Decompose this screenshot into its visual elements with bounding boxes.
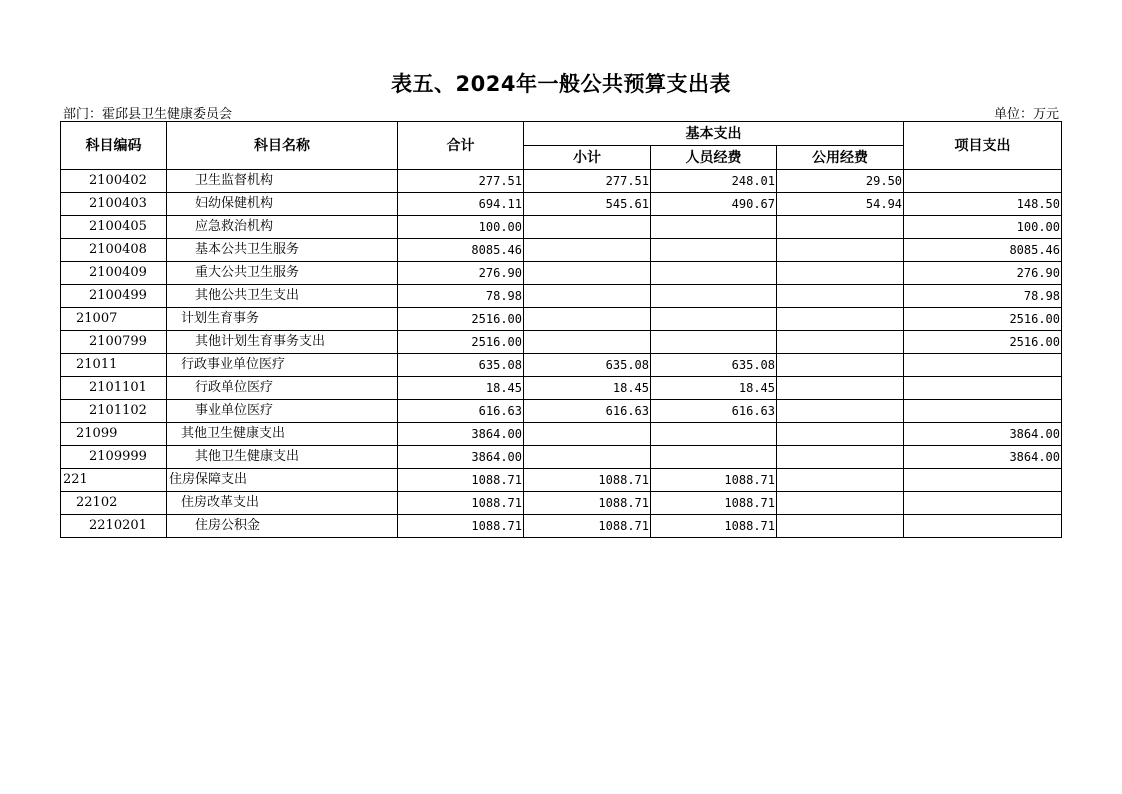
cell-personnel	[651, 285, 777, 308]
cell-code: 2100409	[61, 262, 167, 285]
cell-name: 住房公积金	[167, 515, 398, 538]
header-basic: 基本支出	[524, 122, 904, 146]
table-row	[61, 239, 1062, 262]
cell-public	[777, 285, 904, 308]
cell-subtotal	[524, 285, 651, 308]
table-row	[61, 492, 1062, 515]
cell-personnel: 1088.71	[651, 469, 777, 492]
cell-name: 重大公共卫生服务	[167, 262, 398, 285]
cell-total: 1088.71	[398, 492, 524, 515]
cell-name: 住房保障支出	[167, 469, 398, 492]
cell-personnel	[651, 446, 777, 469]
cell-public	[777, 354, 904, 377]
cell-subtotal: 1088.71	[524, 515, 651, 538]
cell-name: 妇幼保健机构	[167, 193, 398, 216]
cell-total: 1088.71	[398, 515, 524, 538]
cell-name: 住房改革支出	[167, 492, 398, 515]
cell-personnel	[651, 262, 777, 285]
header-project: 项目支出	[904, 122, 1062, 170]
cell-name: 其他计划生育事务支出	[167, 331, 398, 354]
cell-public	[777, 262, 904, 285]
cell-personnel: 18.45	[651, 377, 777, 400]
cell-public: 29.50	[777, 170, 904, 193]
cell-total: 2516.00	[398, 308, 524, 331]
cell-code: 2101102	[61, 400, 167, 423]
cell-project: 78.98	[904, 285, 1062, 308]
cell-personnel: 1088.71	[651, 492, 777, 515]
cell-public: 54.94	[777, 193, 904, 216]
cell-name: 计划生育事务	[167, 308, 398, 331]
cell-subtotal	[524, 423, 651, 446]
cell-personnel: 248.01	[651, 170, 777, 193]
cell-project	[904, 515, 1062, 538]
cell-name: 应急救治机构	[167, 216, 398, 239]
cell-code: 2101101	[61, 377, 167, 400]
cell-personnel	[651, 423, 777, 446]
cell-project	[904, 400, 1062, 423]
header-total: 合计	[398, 122, 524, 170]
cell-subtotal: 18.45	[524, 377, 651, 400]
table-row	[61, 377, 1062, 400]
cell-code: 2100408	[61, 239, 167, 262]
unit-label: 单位：万元	[993, 107, 1059, 122]
page-title: 表五、2024年一般公共预算支出表	[391, 72, 731, 96]
cell-total: 694.11	[398, 193, 524, 216]
cell-public	[777, 492, 904, 515]
cell-project: 2516.00	[904, 331, 1062, 354]
table-row	[61, 170, 1062, 193]
cell-public	[777, 400, 904, 423]
cell-total: 3864.00	[398, 446, 524, 469]
header-public: 公用经费	[777, 146, 904, 170]
table-row	[61, 469, 1062, 492]
cell-code: 2210201	[61, 515, 167, 538]
cell-project	[904, 170, 1062, 193]
cell-personnel: 490.67	[651, 193, 777, 216]
table-row	[61, 216, 1062, 239]
cell-code: 221	[61, 469, 167, 492]
cell-name: 其他卫生健康支出	[167, 423, 398, 446]
cell-project	[904, 354, 1062, 377]
cell-name: 其他公共卫生支出	[167, 285, 398, 308]
cell-total: 1088.71	[398, 469, 524, 492]
header-code: 科目编码	[61, 122, 167, 170]
cell-personnel: 1088.71	[651, 515, 777, 538]
cell-code: 22102	[61, 492, 167, 515]
cell-public	[777, 515, 904, 538]
cell-name: 卫生监督机构	[167, 170, 398, 193]
cell-code: 2109999	[61, 446, 167, 469]
cell-project	[904, 469, 1062, 492]
cell-subtotal: 635.08	[524, 354, 651, 377]
cell-total: 8085.46	[398, 239, 524, 262]
table-row	[61, 285, 1062, 308]
cell-project: 276.90	[904, 262, 1062, 285]
cell-public	[777, 446, 904, 469]
cell-code: 2100402	[61, 170, 167, 193]
table-row	[61, 446, 1062, 469]
header-subtotal: 小计	[524, 146, 651, 170]
table-row	[61, 331, 1062, 354]
cell-personnel: 616.63	[651, 400, 777, 423]
cell-total: 276.90	[398, 262, 524, 285]
cell-public	[777, 216, 904, 239]
cell-subtotal: 545.61	[524, 193, 651, 216]
cell-public	[777, 377, 904, 400]
table-row	[61, 262, 1062, 285]
cell-total: 616.63	[398, 400, 524, 423]
table-row	[61, 308, 1062, 331]
cell-project: 3864.00	[904, 423, 1062, 446]
cell-subtotal: 1088.71	[524, 469, 651, 492]
header-name: 科目名称	[167, 122, 398, 170]
table-row	[61, 193, 1062, 216]
header-personnel: 人员经费	[651, 146, 777, 170]
cell-code: 21007	[61, 308, 167, 331]
cell-subtotal	[524, 446, 651, 469]
cell-subtotal: 616.63	[524, 400, 651, 423]
cell-public	[777, 469, 904, 492]
cell-public	[777, 239, 904, 262]
cell-personnel	[651, 239, 777, 262]
cell-subtotal	[524, 216, 651, 239]
cell-project: 8085.46	[904, 239, 1062, 262]
cell-code: 2100405	[61, 216, 167, 239]
cell-code: 2100499	[61, 285, 167, 308]
cell-public	[777, 308, 904, 331]
table-row	[61, 515, 1062, 538]
table-row	[61, 354, 1062, 377]
cell-personnel	[651, 308, 777, 331]
cell-subtotal: 277.51	[524, 170, 651, 193]
cell-total: 2516.00	[398, 331, 524, 354]
cell-personnel	[651, 216, 777, 239]
cell-subtotal	[524, 239, 651, 262]
cell-name: 事业单位医疗	[167, 400, 398, 423]
cell-public	[777, 423, 904, 446]
table-row	[61, 400, 1062, 423]
cell-total: 100.00	[398, 216, 524, 239]
table-body	[61, 170, 1062, 538]
cell-total: 635.08	[398, 354, 524, 377]
cell-project: 148.50	[904, 193, 1062, 216]
cell-project: 2516.00	[904, 308, 1062, 331]
cell-code: 2100403	[61, 193, 167, 216]
cell-subtotal	[524, 262, 651, 285]
cell-subtotal	[524, 308, 651, 331]
cell-name: 基本公共卫生服务	[167, 239, 398, 262]
cell-public	[777, 331, 904, 354]
cell-project: 3864.00	[904, 446, 1062, 469]
budget-table	[60, 121, 1062, 538]
cell-personnel	[651, 331, 777, 354]
cell-project: 100.00	[904, 216, 1062, 239]
cell-name: 行政事业单位医疗	[167, 354, 398, 377]
cell-code: 2100799	[61, 331, 167, 354]
cell-personnel: 635.08	[651, 354, 777, 377]
cell-total: 3864.00	[398, 423, 524, 446]
cell-code: 21011	[61, 354, 167, 377]
cell-total: 78.98	[398, 285, 524, 308]
cell-project	[904, 377, 1062, 400]
cell-total: 277.51	[398, 170, 524, 193]
department-label: 部门：霍邱县卫生健康委员会	[63, 107, 233, 122]
cell-name: 其他卫生健康支出	[167, 446, 398, 469]
table-row	[61, 423, 1062, 446]
cell-code: 21099	[61, 423, 167, 446]
cell-subtotal	[524, 331, 651, 354]
cell-total: 18.45	[398, 377, 524, 400]
cell-project	[904, 492, 1062, 515]
cell-subtotal: 1088.71	[524, 492, 651, 515]
cell-name: 行政单位医疗	[167, 377, 398, 400]
